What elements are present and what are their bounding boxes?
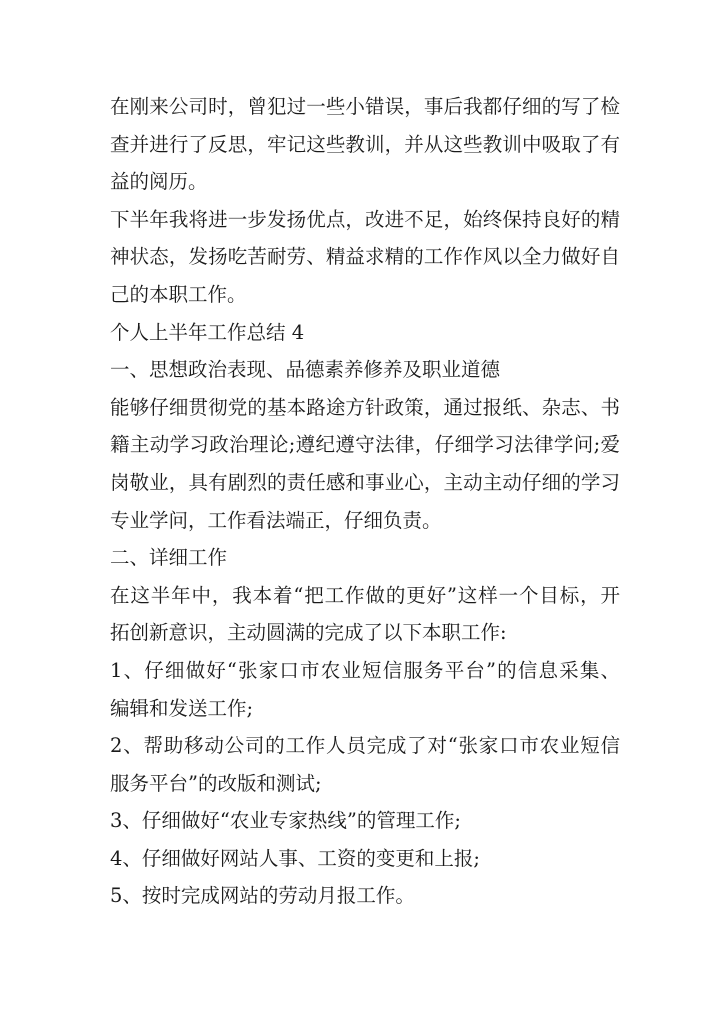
section-title: 个人上半年工作总结 4 (110, 320, 305, 344)
text-line: 岗敬业，具有剧烈的责任感和事业心，主动主动仔细的学习 (110, 470, 620, 494)
list-item: 3、仔细做好“农业专家热线”的管理工作; (110, 809, 461, 833)
text-line: 服务平台”的改版和测试; (110, 771, 322, 795)
text-line: 在刚来公司时，曾犯过一些小错误，事后我都仔细的写了检 (110, 95, 620, 118)
section-heading: 一、思想政治表现、品德素养修养及职业道德 (110, 358, 501, 382)
list-item: 2、帮助移动公司的工作人员完成了对“张家口市农业短信 (110, 734, 620, 758)
section-heading: 二、详细工作 (110, 546, 228, 570)
text-line: 神状态，发扬吃苦耐劳、精益求精的工作作风以全力做好自 (110, 245, 620, 269)
list-item: 5、按时完成网站的劳动月报工作。 (110, 884, 415, 908)
text-line: 在这半年中，我本着“把工作做的更好”这样一个目标，开 (110, 583, 620, 607)
text-line: 能够仔细贯彻党的基本路途方针政策，通过报纸、杂志、书 (110, 395, 620, 419)
text-line: 拓创新意识，主动圆满的完成了以下本职工作: (110, 621, 507, 645)
list-item: 4、仔细做好网站人事、工资的变更和上报; (110, 846, 480, 870)
text-line: 下半年我将进一步发扬优点，改进不足，始终保持良好的精 (110, 207, 620, 231)
text-line: 查并进行了反思，牢记这些教训，并从这些教训中吸取了有 (110, 132, 620, 156)
text-line: 籍主动学习政治理论;遵纪遵守法律，仔细学习法律学问;爱 (110, 433, 620, 457)
text-line: 己的本职工作。 (110, 282, 247, 306)
list-item: 1、仔细做好“张家口市农业短信服务平台”的信息采集、 (110, 658, 620, 682)
text-line: 益的阅历。 (110, 170, 208, 194)
text-line: 编辑和发送工作; (110, 696, 254, 720)
text-line: 专业学问，工作看法端正，仔细负责。 (110, 508, 442, 532)
document-body (110, 88, 620, 915)
